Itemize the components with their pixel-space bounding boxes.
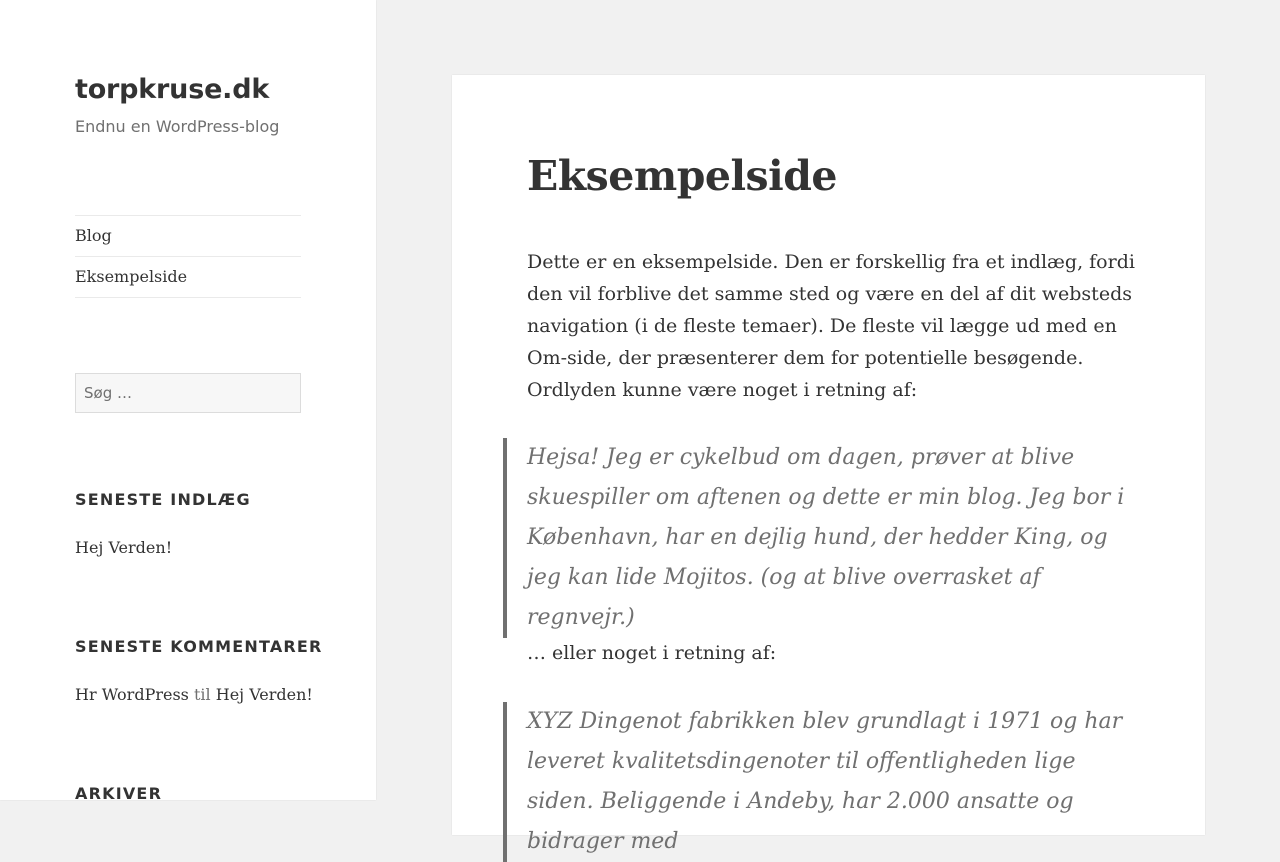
- comment-connector: til: [193, 685, 211, 704]
- page-article: [452, 75, 1205, 854]
- blockquote-1: [503, 438, 1127, 638]
- archives-title: ARKIVER: [75, 784, 163, 803]
- comment-post-link[interactable]: Hej Verden!: [215, 685, 313, 704]
- nav-item-eksempelside: [75, 257, 301, 298]
- main-navigation: [75, 215, 301, 298]
- nav-link-blog[interactable]: Blog: [75, 226, 112, 245]
- blockquote-2: [503, 702, 1127, 862]
- search-input[interactable]: [75, 373, 301, 413]
- site-description: Endnu en WordPress-blog: [75, 117, 280, 136]
- recent-posts-item: [75, 537, 172, 559]
- recent-posts-title: SENESTE INDLÆG: [75, 490, 251, 509]
- nav-item-blog: [75, 216, 301, 257]
- recent-comment-item: [75, 684, 313, 706]
- comment-author-link[interactable]: Hr WordPress: [75, 685, 189, 704]
- nav-link-eksempelside[interactable]: Eksempelside: [75, 267, 188, 286]
- recent-post-link[interactable]: Hej Verden!: [75, 538, 173, 557]
- intro-paragraph: Dette er en eksempelside. Den er forskellig fra et indlæg, fordi den vil forblive det samme sted og være en del af dit websteds navigation (i de fleste temaer). De fleste vil lægge ud med en Om-side, der præsenterer dem for potentielle besøgende. Ordlyden kunne være noget i retning af:: [527, 251, 1135, 401]
- site-title-link[interactable]: torpkruse.dk: [75, 74, 270, 105]
- between-paragraph: … eller noget i retning af:: [527, 642, 777, 664]
- page-title: Eksempelside: [527, 152, 837, 200]
- blockquote-1-text: Hejsa! Jeg er cykelbud om dagen, prøver at blive skuespiller om aftenen og dette er min blog. Jeg bor i København, har en dejlig hund, der hedder King, og jeg kan lide Mojitos. (og at blive overrasket af regnvejr.): [527, 445, 1125, 630]
- recent-comments-title: SENESTE KOMMENTARER: [75, 637, 323, 656]
- blockquote-2-text: XYZ Dingenot fabrikken blev grundlagt i 1971 og har leveret kvalitetsdingenoter til offentligheden lige siden. Beliggende i Andeby, har 2.000 ansatte og bidrager med: [527, 709, 1123, 854]
- sidebar: [0, 0, 376, 803]
